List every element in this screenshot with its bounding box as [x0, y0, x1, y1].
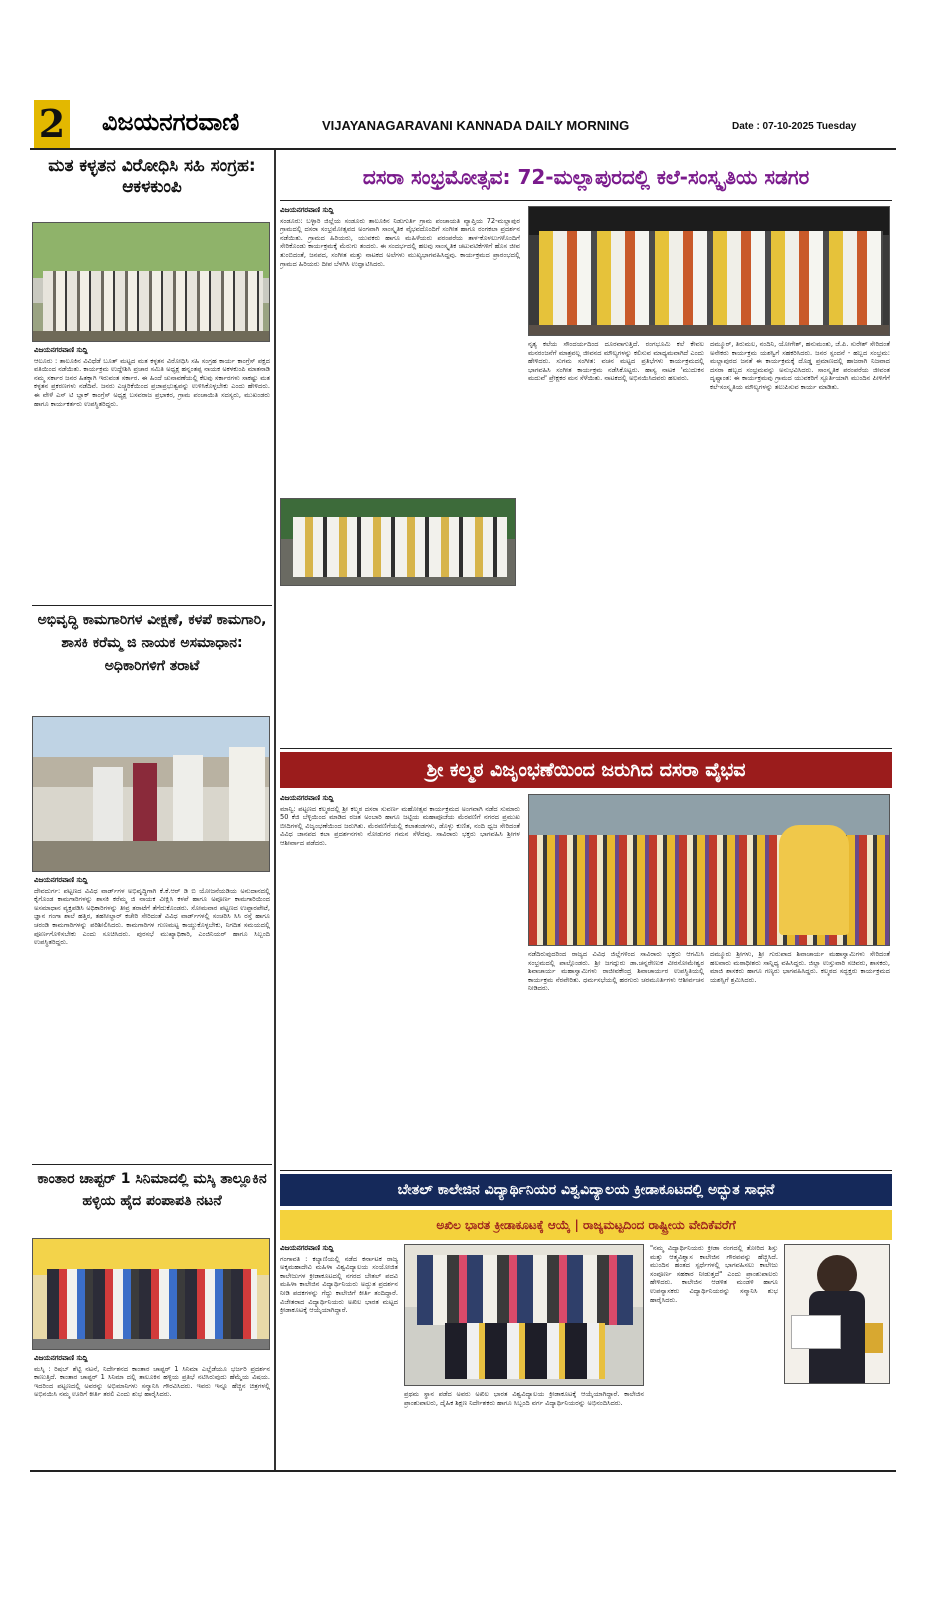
subheadline-sports: ಅಖಿಲ ಭಾರತ ಕ್ರೀಡಾಕೂಟಕ್ಕೆ ಆಯ್ಕೆ | ರಾಜ್ಯಮಟ್ಟದಿಂದ ರಾಷ್ಟ್ರೀಯ ವೇದಿಕೆವರೆಗೆ: [280, 1210, 892, 1240]
article-sports-col3: [650, 1244, 778, 1466]
headline-kalmatha: ಶ್ರೀ ಕಲ್ಮಠ ವಿಜೃಂಭಣೆಯಿಂದ ಜರುಗಿದ ದಸರಾ ವೈಭವ: [280, 752, 892, 788]
article-sports-col2: [404, 1390, 644, 1466]
article-body: ನೃತ್ಯ ಕಲೆಯ ಸೌಂದರ್ಯದಿಂದ ದೂರವಾಗುತ್ತಿದೆ. ರಂಗಭೂಮಿ ಕಲೆ ಕೇವಲ ಮನರಂಜನೆಗೆ ಮಾತ್ರವಲ್ಲ ಜೀವನದ ಮೌಲ್ಯಗಳನ್ನು ಕಲಿಸುವ ಮಾಧ್ಯಮವಾಗಿದೆ ಎಂದು ಹೇಳಿದರು. ಸುಗಮ ಸಂಗೀತ: ವಚನ ಮಟ್ಟದ ಪ್ರತಿಭೆಗಳು ಕಾರ್ಯಕ್ರಮದಲ್ಲಿ ಭಾಗವಹಿಸಿ ಸಂಗೀತ ಕಾರ್ಯಕ್ರಮ ನಡೆಸಿಕೊಟ್ಟರು. ಹಾಸ್ಯ ನಾಟಕ 'ಮುದುಕನ ಮದುವೆ' ಪ್ರೇಕ್ಷಕರ ಮನ ಸೆಳೆಯಿತು. ನಾಟಕದಲ್ಲಿ ಅಭಿನಯಿಸಿದವರು ಹಲವರು.: [528, 340, 704, 383]
byline: ವಿಜಯನಗರವಾಣಿ ಸುದ್ದಿ: [280, 1244, 334, 1252]
section-rule: [32, 605, 272, 606]
headline-dasara: ದಸರಾ ಸಂಭ್ರಮೋತ್ಸವ: 72-ಮಲ್ಲಾಪುರದಲ್ಲಿ ಕಲೆ-ಸಂಸ್ಕೃತಿಯ ಸಡಗರ: [362, 165, 810, 189]
byline: ವಿಜಯನಗರವಾಣಿ ಸುದ್ದಿ: [280, 794, 334, 802]
article-dasara-col3: [710, 340, 890, 746]
article-body: ದಮ್ಮೂರ್, ತಿರುಮಲ, ನಂದಿನಿ, ಯೋಗೇಶ್, ಹನುಮಂತು, ಜೆ.ಪಿ. ಸುರೇಶ್ ಸೇರಿದಂತೆ ಅನೇಕರು ಕಾರ್ಯಕ್ರಮ ಯಶಸ್ವಿಗೆ ಸಹಕರಿಸಿದರು. ಜನರ ಸ್ಪಂದನೆ - ಹಬ್ಬದ ಸಂಭ್ರಮ: ಮಲ್ಲಾಪುರದ ಜನತೆ ಈ ಕಾರ್ಯಕ್ರಮಕ್ಕೆ ದೊಡ್ಡ ಪ್ರಮಾಣದಲ್ಲಿ ಹಾಜರಾಗಿ ನಿಜವಾದ ದಸರಾ ಹಬ್ಬದ ಸಂಭ್ರಮವನ್ನು ಅನುಭವಿಸಿದರು. ಸಾಂಸ್ಕೃತಿಕ ಪರಂಪರೆಯ ಜೀವಂತ ದೃಷ್ಟಾಂತ: ಈ ಕಾರ್ಯಕ್ರಮವು ಗ್ರಾಮದ ಯುವಕರಿಗೆ ಸ್ಫೂರ್ತಿಯಾಗಿ ಮುಂದಿನ ಪೀಳಿಗೆಗೆ ಕಲೆ-ಸಂಸ್ಕೃತಿಯ ಮೌಲ್ಯಗಳನ್ನು ತಲುಪಿಸುವ ಕಾರ್ಯ ಮಾಡಿತು.: [710, 340, 890, 391]
headline-sports: ಬೇತಲ್ ಕಾಲೇಜಿನ ವಿದ್ಯಾರ್ಥಿನಿಯರ ವಿಶ್ವವಿದ್ಯಾಲಯ ಕ್ರೀಡಾಕೂಟದಲ್ಲಿ ಅದ್ಭುತ ಸಾಧನೆ: [280, 1174, 892, 1206]
article-sports-col1: [280, 1244, 398, 1466]
byline: ವಿಜಯನಗರವಾಣಿ ಸುದ್ದಿ: [34, 346, 88, 354]
masthead-date: Date : 07-10-2025 Tuesday: [732, 121, 857, 132]
article-story-signature: [34, 346, 270, 608]
photo-sports-athlete: [784, 1244, 890, 1384]
section-rule: [280, 748, 892, 749]
column-divider: [274, 150, 276, 1470]
article-body: ಮಸ್ಕಿ : ರಿಷಬ್ ಶೆಟ್ಟಿ ನಟನೆ, ನಿರ್ದೇಶನದ ಕಾಂತಾರ ಚಾಪ್ಟರ್ 1 ಸಿನಿಮಾ ಎಲ್ಲೆಡೆಯೂ ಭರ್ಜರಿ ಪ್ರದರ್ಶನ ಕಾಣುತ್ತಿದೆ. ಕಾಂತಾರ ಚಾಪ್ಟರ್ 1 ಸಿನಿಮಾ ದಲ್ಲಿ ತಾಲೂಕಿನ ಹಳ್ಳಿಯ ಪ್ರತಿಭೆ ನಟಿಸಿರುವುದು ಹೆಮ್ಮೆಯ ವಿಷಯ. ಇದರಿಂದ ಪಟ್ಟಣದಲ್ಲಿ ಅವರನ್ನು ಅಭಿಮಾನಿಗಳು ಸನ್ಮಾನಿಸಿ ಗೌರವಿಸಿದರು. ಇವರು ಇನ್ನೂ ಹೆಚ್ಚಿನ ಚಿತ್ರಗಳಲ್ಲಿ ಅಭಿನಯಿಸಿ ನಮ್ಮ ಊರಿಗೆ ಕೀರ್ತಿ ತರಲಿ ಎಂದು ಶುಭ ಹಾರೈಸಿದರು.: [34, 1364, 270, 1399]
article-body: "ನಮ್ಮ ವಿದ್ಯಾರ್ಥಿನಿಯರು ಕ್ರೀಡಾ ರಂಗದಲ್ಲಿ ತೋರಿದ ಶಿಸ್ತು ಮತ್ತು ಆತ್ಮವಿಶ್ವಾಸ ಕಾಲೇಜಿನ ಗೌರವವನ್ನು ಹೆಚ್ಚಿಸಿದೆ. ಮುಂದಿನ ಹಂತದ ಸ್ಪರ್ಧೆಗಳಲ್ಲಿ ಭಾಗವಹಿಸಲು ಕಾಲೇಜು ಸಂಪೂರ್ಣ ಸಹಕಾರ ನೀಡುತ್ತದೆ" ಎಂದು ಪ್ರಾಂಶುಪಾಲರು ಹೇಳಿದರು. ಕಾಲೇಜಿನ ಆಡಳಿತ ಮಂಡಳಿ ಹಾಗೂ ಉಪನ್ಯಾಸಕರು ವಿದ್ಯಾರ್ಥಿನಿಯರನ್ನು ಸನ್ಮಾನಿಸಿ ಶುಭ ಹಾರೈಸಿದರು.: [650, 1244, 778, 1304]
article-body: ಮಾನ್ವಿ: ಪಟ್ಟಣದ ಕಲ್ಮಠದಲ್ಲಿ ಶ್ರೀ ಕಲ್ಮಠ ದಸರಾ ಸುವರ್ಣ ಮಹೋತ್ಸವ ಕಾರ್ಯಕ್ರಮದ ಅಂಗವಾಗಿ ನಡೆದ ಸುಮಾರು 50 ಕೆಜಿ ಬೆಳ್ಳಿಯಿಂದ ಮಾಡಿದ ರಜತ ಅಂಬಾರಿ ಹಾಗೂ ಜಟ್ಟಿಯ ಮಹಾಪೂಜೆಯ ಮೆರವಣಿಗೆ ನಗರದ ಪ್ರಮುಖ ಬೀದಿಗಳಲ್ಲಿ ವಿಜೃಂಭಣೆಯಿಂದ ಜರುಗಿತು. ಮೆರವಣಿಗೆಯಲ್ಲಿ ಕಲಾತಂಡಗಳು, ಡೊಳ್ಳು ಕುಣಿತ, ನಂದಿ ಧ್ವಜ ಸೇರಿದಂತೆ ವಿವಿಧ ಜಾನಪದ ಕಲಾ ಪ್ರದರ್ಶನಗಳು ನೋಡುಗರ ಗಮನ ಸೆಳೆದವು. ಸಾವಿರಾರು ಭಕ್ತರು ಭಾಗವಹಿಸಿ ಶ್ರೀಗಳ ಆಶೀರ್ವಾದ ಪಡೆದರು.: [280, 804, 520, 847]
masthead-name-kannada: ವಿಜಯನಗರವಾಣಿ: [102, 108, 240, 136]
masthead: [30, 96, 896, 156]
headline-story-signature: ಮತ ಕಳ್ಳತನ ವಿರೋಧಿಸಿ ಸಹಿ ಸಂಗ್ರಹ: ಆಕಳಕುಂಪಿ: [48, 156, 256, 198]
byline: ವಿಜಯನಗರವಾಣಿ ಸುದ್ದಿ: [34, 876, 88, 884]
page-bottom-rule: [30, 1470, 896, 1472]
article-body: ಗಂಗಾವತಿ : ಕಲ್ಯಾಣಿಯಲ್ಲಿ ನಡೆದ ಕರ್ನಾಟಕ ರಾಜ್ಯ ಅಕ್ಕಮಹಾದೇವಿ ಮಹಿಳಾ ವಿಶ್ವವಿದ್ಯಾಲಯ ಸಂಯೋಜಿತ ಕಾಲೇಜುಗಳ ಕ್ರೀಡಾಕೂಟದಲ್ಲಿ ನಗರದ ಬೇತಲ್ ಪದವಿ ಮಹಿಳಾ ಕಾಲೇಜಿನ ವಿದ್ಯಾರ್ಥಿನಿಯರು ಅದ್ಭುತ ಪ್ರದರ್ಶನ ನೀಡಿ ಪದಕಗಳನ್ನು ಗೆದ್ದು ಕಾಲೇಜಿಗೆ ಕೀರ್ತಿ ತಂದಿದ್ದಾರೆ. ವಿಜೇತರಾದ ವಿದ್ಯಾರ್ಥಿನಿಯರು ಅಖಿಲ ಭಾರತ ಮಟ್ಟದ ಕ್ರೀಡಾಕೂಟಕ್ಕೆ ಆಯ್ಕೆಯಾಗಿದ್ದಾರೆ.: [280, 1254, 398, 1315]
article-body: ಸಂಡೂರು: ಬಳ್ಳಾರಿ ಜಿಲ್ಲೆಯ ಸಂಡೂರು ತಾಲೂಕಿನ ನಿಡುಗುರ್ತಿ ಗ್ರಾಮ ಪಂಚಾಯತಿ ವ್ಯಾಪ್ತಿಯ 72-ಮಲ್ಲಾಪುರ ಗ್ರಾಮದಲ್ಲಿ ದಸರಾ ಸಂಭ್ರಮೋತ್ಸವದ ಅಂಗವಾಗಿ ಸಾಂಸ್ಕೃತಿಕ ವೈಭವದೊಂದಿಗೆ ಸಂಗೀತ ಹಾಗೂ ರಂಗಕಲಾ ಪ್ರದರ್ಶನ ನಡೆಯಿತು. ಗ್ರಾಮದ ಹಿರಿಯರು, ಯುವಕರು ಹಾಗೂ ಮಹಿಳೆಯರು ಪರಂಪರೆಯ ತಾಳ-ಕೊಳಲುಗಳೊಂದಿಗೆ ಸೇರಿಕೊಂಡು ಕಾರ್ಯಕ್ರಮಕ್ಕೆ ಮೆರುಗು ತಂದರು. ಈ ಸಂದರ್ಭದಲ್ಲಿ ಹಲವು ಸಾಂಸ್ಕೃತಿಕ ಚಟುವಟಿಕೆಗಳಿಗೆ ಹೊಸ ಜೀವ ತುಂಬಿದಂತೆ, ಜನಪದ, ಸಂಗೀತ ಮತ್ತು ನಾಟಕದ ಅಲೆಗಳು ಮುಖ್ಯಭಾಗವಹಿಸಿದ್ದವು. ಕಾರ್ಯಕ್ರಮದ ಪ್ರಾರಂಭದಲ್ಲಿ ಗ್ರಾಮದ ಹಿರಿಯರು ದೀಪ ಬೆಳಗಿಸಿ ಉದ್ಘಾಟಿಸಿದರು.: [280, 216, 520, 268]
article-dasara-col2: [528, 340, 704, 746]
article-kalmatha-col1: [280, 794, 520, 1166]
article-kalmatha-col2: [528, 950, 704, 1166]
photo-dasara-lamp: [280, 498, 516, 586]
masthead-name-english: VIJAYANAGARAVANI KANNADA DAILY MORNING: [322, 118, 630, 133]
page-number: 2: [34, 100, 70, 148]
photo-kantara-felicitation: [32, 1238, 270, 1350]
photo-dasara-stage: [528, 206, 890, 336]
article-kalmatha-col3: [710, 950, 890, 1166]
headline-story-kantara: ಕಾಂತಾರ ಚಾಪ್ಟರ್ 1 ಸಿನಿಮಾದಲ್ಲಿ ಮಸ್ಕಿ ತಾಲ್ಲೂಕಿನ ಹಳ್ಳಿಯ ಹೈದ ಪಂಪಾಪತಿ ನಟನೆ: [37, 1171, 267, 1209]
article-body: ದೇವದುರ್ಗ: ಪಟ್ಟಣದ ವಿವಿಧ ವಾರ್ಡ್‌ಗಳ ಅಭಿವೃದ್ಧಿಗಾಗಿ ಕೆ.ಕೆ.ಆರ್ ಡಿ ಬಿ ಯೋಜನೆಯಡಿಯ ಅನುದಾನದಲ್ಲಿ ಕೈಗೊಂಡ ಕಾಮಗಾರಿಗಳನ್ನು ಶಾಸಕಿ ಕರೆಮ್ಮ ಜಿ ನಾಯಕ ವೀಕ್ಷಿಸಿ ಕಳಪೆ ಹಾಗೂ ಅಪೂರ್ಣ ಕಾಮಗಾರಿಯಿಂದ ಅಸಮಾಧಾನ ವ್ಯಕ್ತಪಡಿಸಿ ಅಧಿಕಾರಿಗಳನ್ನು ತೀವ್ರ ತರಾಟೆಗೆ ತೆಗೆದುಕೊಂಡರು. ಸೋಮವಾರ ಪಟ್ಟಣದ ಉಪ್ಪಾರಪೇಟೆ, ಜ್ಞಾನ ಗಂಗಾ ಶಾಲೆ ಹತ್ತಿರ, ತಹಸೀಲ್ದಾರ್ ಕಚೇರಿ ಸೇರಿದಂತೆ ವಿವಿಧ ವಾರ್ಡ್‌ಗಳಲ್ಲಿ ಸಂಚರಿಸಿ ಸಿಸಿ ರಸ್ತೆ ಹಾಗೂ ಚರಂಡಿ ಕಾಮಗಾರಿಗಳನ್ನು ಪರಿಶೀಲಿಸಿದರು. ಕಾಮಗಾರಿಗಳ ಗುಣಮಟ್ಟ ಕಾಯ್ದುಕೊಳ್ಳಬೇಕು, ನಿಗದಿತ ಸಮಯದಲ್ಲಿ ಪೂರ್ಣಗೊಳಿಸಬೇಕು ಎಂದು ಸೂಚಿಸಿದರು. ಪುರಸಭೆ ಮುಖ್ಯಾಧಿಕಾರಿ, ಎಂಜಿನಿಯರ್ ಹಾಗೂ ಸಿಬ್ಬಂದಿ ಉಪಸ್ಥಿತರಿದ್ದರು.: [34, 886, 270, 947]
photo-kalmatha-procession: [528, 794, 890, 946]
article-story-inspection: [34, 876, 270, 1158]
section-rule: [280, 200, 892, 201]
byline: ವಿಜಯನಗರವಾಣಿ ಸುದ್ದಿ: [34, 1354, 88, 1362]
section-rule: [32, 1164, 272, 1165]
photo-sports-winners: [404, 1244, 644, 1386]
photo-mla-inspection: [32, 716, 270, 872]
article-body: ನಡೆದಿರುವುದರಿಂದ ರಾಜ್ಯದ ವಿವಿಧ ಜಿಲ್ಲೆಗಳಿಂದ ಸಾವಿರಾರು ಭಕ್ತರು ಆಗಮಿಸಿ ಸಂಭ್ರಮದಲ್ಲಿ ಪಾಲ್ಗೊಂಡರು. ಶ್ರೀ ಜಗದ್ಗುರು ಡಾ.ಚನ್ನರೇಣುಕ ವೀರಸೋಮೇಶ್ವರ ಶಿವಾಚಾರ್ಯ ಮಹಾಸ್ವಾಮಿಗಳು ರಾಜೀವಕೇಂದ್ರ ಶಿವಾಚಾರ್ಯರ ಉಪಸ್ಥಿತಿಯಲ್ಲಿ ಕಾರ್ಯಕ್ರಮ ನೆರವೇರಿತು. ಧರ್ಮಸಭೆಯಲ್ಲಿ ಹರಗುರು ಚರಮೂರ್ತಿಗಳು ಆಶೀರ್ವಚನ ನೀಡಿದರು.: [528, 950, 704, 993]
article-body: ಪ್ರಥಮ ಸ್ಥಾನ ಪಡೆದ ಅವರು ಅಖಿಲ ಭಾರತ ವಿಶ್ವವಿದ್ಯಾಲಯ ಕ್ರೀಡಾಕೂಟಕ್ಕೆ ಆಯ್ಕೆಯಾಗಿದ್ದಾರೆ. ಕಾಲೇಜಿನ ಪ್ರಾಂಶುಪಾಲರು, ದೈಹಿಕ ಶಿಕ್ಷಣ ನಿರ್ದೇಶಕರು ಹಾಗೂ ಸಿಬ್ಬಂದಿ ವರ್ಗ ವಿದ್ಯಾರ್ಥಿನಿಯರನ್ನು ಅಭಿನಂದಿಸಿದರು.: [404, 1390, 644, 1407]
section-rule: [280, 1170, 892, 1171]
photo-signature-campaign: [32, 222, 270, 342]
article-story-kantara: [34, 1354, 270, 1466]
article-dasara-col1: [280, 206, 520, 494]
article-body: ದಮ್ಮೂರು ಶ್ರೀಗಳು, ಶ್ರೀ ಗುರುಪಾದ ಶಿವಾಚಾರ್ಯ ಮಹಾಸ್ವಾಮಿಗಳು ಸೇರಿದಂತೆ ಹಲವಾರು ಮಠಾಧೀಶರು ಸಾನ್ನಿಧ್ಯ ವಹಿಸಿದ್ದರು. ಜಿಲ್ಲಾ ಉಸ್ತುವಾರಿ ಸಚಿವರು, ಶಾಸಕರು, ಮಾಜಿ ಶಾಸಕರು ಹಾಗೂ ಗಣ್ಯರು ಭಾಗವಹಿಸಿದ್ದರು. ಕಲ್ಮಠದ ಸದ್ಭಕ್ತರು ಕಾರ್ಯಕ್ರಮದ ಯಶಸ್ಸಿಗೆ ಶ್ರಮಿಸಿದರು.: [710, 950, 890, 984]
byline: ವಿಜಯನಗರವಾಣಿ ಸುದ್ದಿ: [280, 206, 334, 214]
article-body: ಆಲೂರು : ತಾಲೂಕಿನ ವಿವಿಧೆಡೆ ಬೂತ್ ಮಟ್ಟದ ಮತ ಕಳ್ಳತನ ವಿರೋಧಿಸಿ ಸಹಿ ಸಂಗ್ರಹ ಕಾರ್ಯ ಕಾಂಗ್ರೆಸ್ ಪಕ್ಷದ ವತಿಯಿಂದ ನಡೆಯಿತು. ಕಾರ್ಯಕ್ರಮ ಉದ್ದೇಶಿಸಿ ಪ್ರಚಾರ ಸಮಿತಿ ಅಧ್ಯಕ್ಷ ಹನ್ನಂತಪ್ಪ ನಾಯಕ ಅಕಳಕುಂಪಿ ಮಾತನಾಡಿ ನಮ್ಮ ಸರ್ಕಾರ ಜನರ ಹಿತಕ್ಕಾಗಿ ಇರುವಂತ ಸರ್ಕಾರ. ಈ ಹಿಂದೆ ಚುನಾವಣೆಯಲ್ಲಿ ಕೆಲವು ಸರ್ಕಾರಗಳು ಸಾಕಷ್ಟು ಮತ ಕಳ್ಳತನ ಪ್ರಕರಣಗಳು ನಡೆದಿವೆ. ಜನರು ಎಚ್ಚರಿಕೆಯಿಂದ ಪ್ರಜಾಪ್ರಭುತ್ವವನ್ನು ಉಳಿಸಿಕೊಳ್ಳಬೇಕು ಎಂದು ಹೇಳಿದರು. ಈ ವೇಳೆ ಎಸ್ ಟಿ ಬ್ಲಾಕ್ ಕಾಂಗ್ರೆಸ್ ಅಧ್ಯಕ್ಷ ಬಸವರಾಜ ಪ್ರಭಾಕರ, ಗ್ರಾಮ ಪಂಚಾಯಿತಿ ಸದಸ್ಯರು, ಮುಖಂಡರು ಹಾಗೂ ಕಾರ್ಯಕರ್ತರು ಉಪಸ್ಥಿತರಿದ್ದರು.: [34, 356, 270, 408]
headline-story-inspection: ಅಭಿವೃದ್ಧಿ ಕಾಮಗಾರಿಗಳ ವೀಕ್ಷಣೆ, ಕಳಪೆ ಕಾಮಗಾರಿ, ಶಾಸಕಿ ಕರೆಮ್ಮ ಜಿ ನಾಯಕ ಅಸಮಾಧಾನ: ಅಧಿಕಾರಿಗಳಿಗೆ ತರಾಟೆ: [37, 612, 267, 674]
masthead-rule: [30, 148, 896, 150]
